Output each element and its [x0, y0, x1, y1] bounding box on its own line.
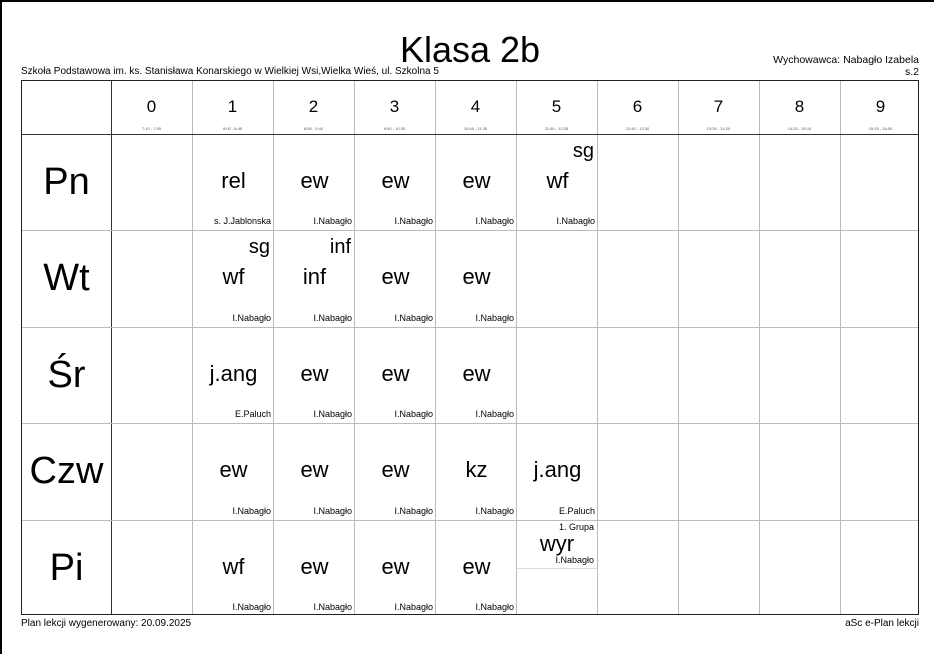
page-frame-left	[0, 0, 2, 654]
lesson-teacher: I.Nabagło	[394, 216, 433, 227]
lesson-subject: rel	[221, 168, 246, 193]
period-header	[273, 81, 354, 134]
day-label: Śr	[47, 353, 86, 396]
group-label: 1. Grupa	[558, 521, 594, 532]
lesson-teacher: I.Nabagło	[232, 312, 271, 323]
lesson-subject: ew	[462, 264, 491, 290]
period-header	[678, 81, 759, 134]
lesson-subject: kz	[465, 457, 488, 483]
lesson-teacher: I.Nabagło	[556, 216, 595, 227]
homeroom-teacher: Wychowawca: Nabagło Izabela	[773, 54, 919, 66]
period-time: 14:25 - 15:10	[787, 126, 812, 131]
lesson-subject: inf	[302, 264, 327, 290]
lesson-subject: wyr	[539, 530, 575, 556]
lesson-cell[interactable]	[193, 423, 274, 519]
lesson-cell[interactable]	[517, 134, 598, 230]
day-label: Pi	[49, 546, 84, 589]
period-time: 11:50 - 12:35	[544, 126, 569, 131]
lesson-subject: ew	[300, 360, 329, 386]
lesson-subject: j.ang	[209, 360, 258, 386]
period-time: 13:35 - 14:20	[706, 126, 731, 131]
brand-label: aSc e-Plan lekcji	[845, 618, 919, 629]
lesson-teacher: I.Nabagło	[475, 409, 514, 420]
period-time: 10:45 - 11:30	[463, 126, 488, 131]
lesson-cell[interactable]	[274, 327, 355, 423]
lesson-subject: ew	[300, 457, 329, 483]
period-header	[111, 81, 192, 134]
lesson-teacher: I.Nabagło	[394, 409, 433, 420]
lesson-cell[interactable]	[274, 520, 355, 616]
period-number: 9	[875, 97, 886, 116]
period-header	[597, 81, 678, 134]
lesson-teacher: I.Nabagło	[232, 505, 271, 516]
lesson-teacher: I.Nabagło	[475, 312, 514, 323]
lesson-group: inf	[329, 236, 351, 259]
lesson-teacher: I.Nabagło	[313, 312, 352, 323]
period-header	[840, 81, 921, 134]
lesson-cell[interactable]	[355, 230, 436, 326]
period-header	[516, 81, 597, 134]
period-number: 6	[632, 97, 643, 116]
lesson-teacher: E.Paluch	[558, 505, 595, 516]
lesson-teacher: I.Nabagło	[313, 216, 352, 227]
lesson-cell[interactable]	[193, 134, 274, 230]
lesson-subject: ew	[219, 457, 248, 483]
period-time: 12:45 - 13:30	[625, 126, 650, 131]
lesson-teacher: I.Nabagło	[475, 505, 514, 516]
lesson-cell[interactable]	[193, 520, 274, 616]
page-title: Klasa 2b	[399, 29, 541, 70]
grid-column-divider	[111, 81, 112, 614]
period-time: 8:00 - 8:45	[222, 126, 243, 131]
lesson-group: sg	[572, 140, 594, 162]
period-number: 2	[308, 97, 319, 116]
period-number: 5	[551, 97, 562, 116]
lesson-cell[interactable]	[355, 423, 436, 519]
lesson-subject: ew	[381, 457, 410, 483]
grid-column-divider	[840, 81, 841, 614]
timetable-grid	[21, 80, 919, 615]
lesson-teacher: I.Nabagło	[313, 601, 352, 612]
lesson-teacher: I.Nabagło	[394, 601, 433, 612]
lesson-cell[interactable]	[517, 423, 598, 519]
period-header	[759, 81, 840, 134]
period-time: 15:15 - 16:00	[868, 126, 893, 131]
lesson-cell[interactable]	[436, 327, 517, 423]
period-time: 9:50 - 10:35	[383, 126, 406, 131]
grid-column-divider	[759, 81, 760, 614]
lesson-cell[interactable]	[355, 327, 436, 423]
lesson-cell[interactable]	[274, 423, 355, 519]
period-time: 8:55 - 9:40	[303, 126, 324, 131]
period-number: 3	[389, 97, 400, 116]
lesson-teacher: s. J.Jablonska	[213, 216, 271, 227]
lesson-cell[interactable]	[436, 423, 517, 519]
lesson-cell[interactable]	[355, 520, 436, 616]
lesson-teacher: I.Nabagło	[313, 409, 352, 420]
lesson-subject: ew	[462, 553, 491, 579]
period-number: 4	[470, 97, 481, 116]
lesson-cell[interactable]	[436, 134, 517, 230]
generated-date: Plan lekcji wygenerowany: 20.09.2025	[21, 618, 192, 629]
period-number: 7	[713, 97, 724, 116]
lesson-cell[interactable]	[436, 230, 517, 326]
lesson-teacher: E.Paluch	[234, 409, 271, 420]
lesson-teacher: I.Nabagło	[475, 601, 514, 612]
lesson-teacher: I.Nabagło	[555, 554, 594, 565]
lesson-teacher: I.Nabagło	[394, 505, 433, 516]
period-header	[435, 81, 516, 134]
school-name: Szkoła Podstawowa im. ks. Stanisława Konarskiego w Wielkiej Wsi,Wielka Wieś, ul. Szkolna 5	[21, 66, 439, 77]
lesson-cell[interactable]	[517, 520, 598, 616]
lesson-group: sg	[248, 236, 270, 259]
day-label: Wt	[43, 257, 90, 300]
lesson-subject: ew	[300, 168, 329, 193]
day-label: Pn	[43, 161, 90, 203]
lesson-cell[interactable]	[355, 134, 436, 230]
lesson-subject: ew	[381, 360, 410, 386]
lesson-subject: ew	[462, 360, 491, 386]
lesson-cell[interactable]	[193, 327, 274, 423]
period-time: 7:10 - 7:55	[141, 126, 162, 131]
lesson-cell[interactable]	[193, 230, 274, 326]
lesson-subject: ew	[462, 168, 491, 193]
lesson-cell[interactable]	[274, 134, 355, 230]
lesson-subject: wf	[222, 264, 245, 290]
period-number: 0	[146, 97, 157, 116]
lesson-teacher: I.Nabagło	[313, 505, 352, 516]
lesson-subject: wf	[546, 168, 569, 193]
lesson-cell[interactable]	[274, 230, 355, 326]
period-header	[192, 81, 273, 134]
group-lesson[interactable]	[517, 520, 597, 569]
room-label: s.2	[904, 66, 919, 78]
lesson-teacher: I.Nabagło	[394, 312, 433, 323]
lesson-subject: ew	[381, 264, 410, 290]
lesson-subject: j.ang	[533, 457, 582, 483]
lesson-subject: ew	[381, 553, 410, 579]
lesson-cell[interactable]	[436, 520, 517, 616]
lesson-teacher: I.Nabagło	[475, 216, 514, 227]
grid-column-divider	[678, 81, 679, 614]
lesson-teacher: I.Nabagło	[232, 601, 271, 612]
period-number: 1	[227, 97, 238, 116]
period-number: 8	[794, 97, 805, 116]
day-label: Czw	[29, 450, 104, 493]
lesson-subject: ew	[300, 553, 329, 579]
page-frame-top	[0, 0, 934, 2]
period-header	[354, 81, 435, 134]
lesson-subject: wf	[222, 553, 245, 579]
lesson-subject: ew	[381, 168, 410, 193]
